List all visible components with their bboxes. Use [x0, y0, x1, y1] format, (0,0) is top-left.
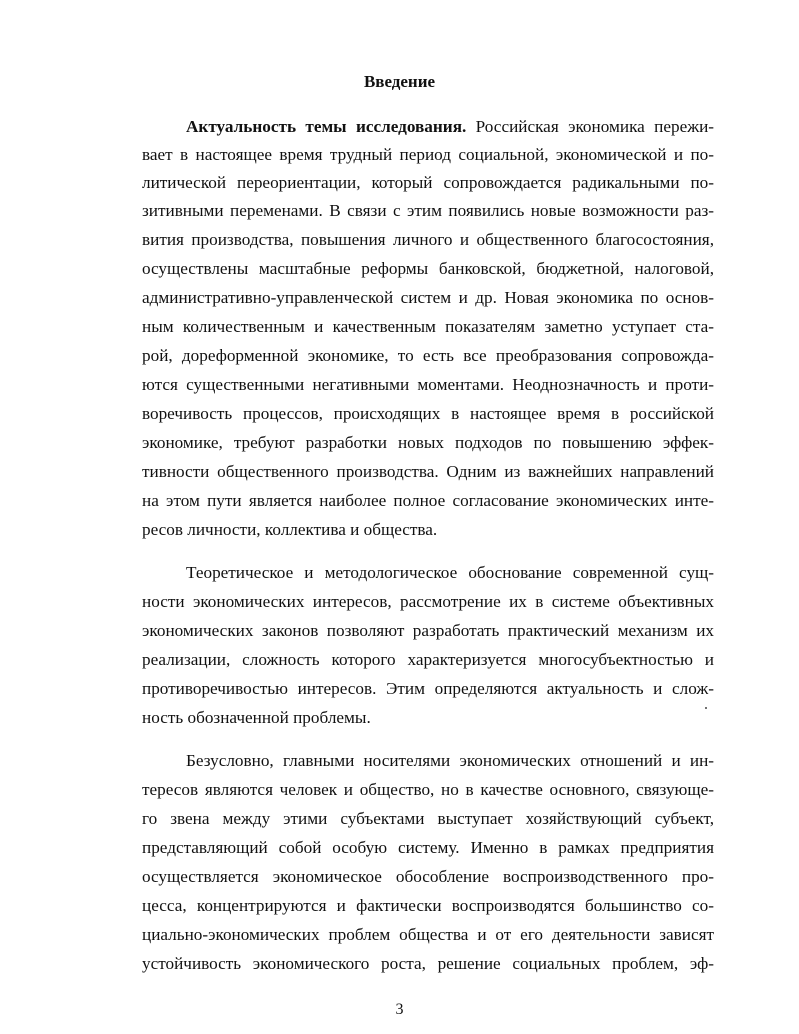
paragraph-1-line: вает в настоящее время трудный период социальной, экономической и по-: [142, 145, 714, 164]
page-title: Введение: [363, 72, 436, 91]
paragraph-3-line: осуществляется экономическое обособление воспроизводственного про-: [142, 867, 714, 886]
paragraph-1-line: ются существенными негативными моментами. Неоднозначность и проти-: [142, 375, 714, 394]
paragraph-2-line: ность обозначенной проблемы.: [142, 708, 371, 727]
paragraph-1-line: экономике, требуют разработки новых подходов по повышению эффек-: [142, 433, 714, 452]
paragraph-2-line: ности экономических интересов, рассмотрение их в системе объективных: [142, 592, 714, 611]
paragraph-2-line: Теоретическое и методологическое обоснование современной сущ-: [186, 563, 714, 582]
paragraph-2-line: экономических законов позволяют разработать практический механизм их: [142, 621, 714, 640]
paragraph-3-line: цесса, концентрируются и фактически воспроизводятся большинство со-: [142, 896, 714, 915]
paragraph-1-line: рой, дореформенной экономике, то есть все преобразования сопровожда-: [142, 346, 714, 365]
paragraph-3-line: устойчивость экономического роста, решение социальных проблем, эф-: [142, 954, 714, 973]
paragraph-1-first-line-rest: Российская экономика пережи-: [466, 117, 714, 136]
paragraph-3-line: тересов являются человек и общество, но в качестве основного, связующе-: [142, 780, 714, 799]
paragraph-1-line: ресов личности, коллектива и общества.: [142, 520, 438, 539]
paragraph-3-line: циально-экономических проблем общества и от его деятельности зависят: [142, 925, 714, 944]
page-number: 3: [395, 1001, 404, 1018]
paragraph-1-line: литической переориентации, который сопровождается радикальными по-: [142, 173, 714, 192]
paragraph-2-line: противоречивостью интересов. Этим определяются актуальность и слож-: [142, 679, 714, 698]
paragraph-1-lead: Актуальность темы исследования.: [186, 117, 467, 136]
paragraph-1-line: тивности общественного производства. Одним из важнейших направлений: [142, 462, 714, 481]
paragraph-1-line: административно-управленческой систем и др. Новая экономика по основ-: [142, 288, 714, 307]
paragraph-2-line: реализации, сложность которого характеризуется многосубъектностью и: [142, 650, 714, 669]
paragraph-1-line: воречивость процессов, происходящих в настоящее время в российской: [142, 404, 714, 423]
paragraph-1-line: ным количественным и качественным показателям заметно уступает ста-: [142, 317, 714, 336]
paragraph-1-line: вития производства, повышения личного и общественного благосостояния,: [142, 230, 714, 249]
scan-speck: [705, 707, 707, 709]
paragraph-1-line: осуществлены масштабные реформы банковской, бюджетной, налоговой,: [142, 259, 714, 278]
paragraph-1-line: на этом пути является наиболее полное согласование экономических инте-: [142, 491, 714, 510]
paragraph-3-line: представляющий собой особую систему. Именно в рамках предприятия: [142, 838, 714, 857]
paragraph-1-line: зитивными переменами. В связи с этим появились новые возможности раз-: [142, 201, 714, 220]
paragraph-3-line: Безусловно, главными носителями экономических отношений и ин-: [186, 751, 714, 770]
paragraph-1-line-1: [186, 116, 714, 138]
paragraph-3-line: го звена между этими субъектами выступает хозяйствующий субъект,: [142, 809, 714, 828]
